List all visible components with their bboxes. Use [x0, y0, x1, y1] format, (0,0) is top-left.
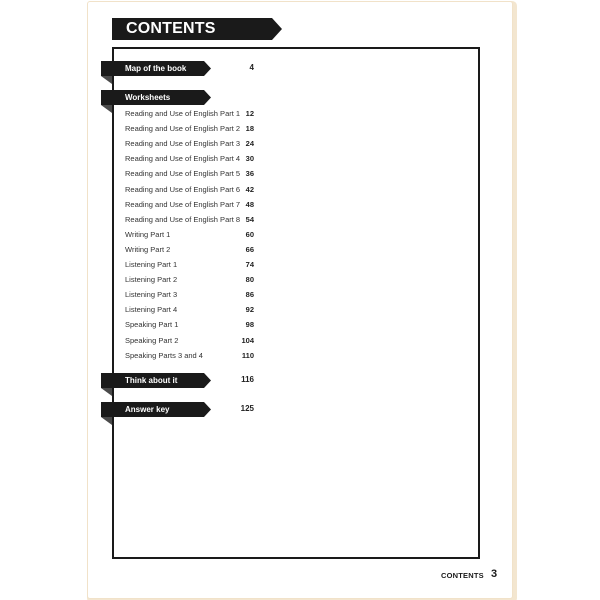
worksheet-item-label[interactable]: Reading and Use of English Part 7	[125, 199, 241, 209]
worksheet-item-page: 24	[245, 139, 254, 149]
worksheet-item-label[interactable]: Speaking Part 2	[125, 335, 179, 345]
section-page-map: 4	[249, 63, 254, 72]
worksheet-item-label[interactable]: Listening Part 2	[125, 275, 178, 285]
worksheet-item-page: 104	[241, 335, 254, 345]
section-label-think[interactable]: Think about it	[125, 376, 178, 385]
worksheet-item-label[interactable]: Reading and Use of English Part 6	[125, 184, 241, 194]
worksheet-item-page: 54	[245, 214, 254, 224]
worksheet-item-label[interactable]: Reading and Use of English Part 5	[125, 169, 241, 179]
worksheet-item-page: 60	[245, 229, 254, 239]
footer-label: CONTENTS	[441, 571, 484, 580]
worksheet-item-page: 12	[245, 109, 254, 118]
worksheet-item-page: 36	[245, 169, 254, 179]
section-page-think: 116	[241, 375, 254, 384]
worksheet-item-page: 110	[241, 350, 254, 360]
worksheet-item-page: 48	[245, 199, 254, 209]
worksheet-item-label[interactable]: Reading and Use of English Part 8	[125, 214, 241, 224]
section-label-map[interactable]: Map of the book	[125, 64, 187, 73]
worksheet-item-label[interactable]: Reading and Use of English Part 2	[125, 124, 241, 134]
page-title: CONTENTS	[126, 20, 216, 37]
worksheet-item-label[interactable]: Listening Part 3	[125, 290, 178, 300]
worksheet-item-label[interactable]: Writing Part 1	[125, 229, 171, 239]
section-page-answers: 125	[240, 404, 254, 413]
worksheet-item-label[interactable]: Writing Part 2	[125, 244, 171, 254]
worksheet-item-page: 74	[245, 260, 254, 269]
worksheet-item-label[interactable]: Reading and Use of English Part 4	[125, 154, 241, 164]
worksheet-item-page: 42	[245, 184, 254, 194]
worksheet-item-label[interactable]: Speaking Parts 3 and 4	[125, 350, 203, 360]
worksheet-item-label[interactable]: Listening Part 4	[125, 305, 178, 315]
worksheet-item-page: 92	[245, 305, 254, 315]
page-number: 3	[491, 568, 498, 580]
section-label-answers[interactable]: Answer key	[125, 405, 170, 414]
worksheet-item-page: 66	[245, 244, 254, 254]
worksheet-item-label[interactable]: Reading and Use of English Part 1	[125, 109, 241, 118]
worksheet-item-label[interactable]: Speaking Part 1	[125, 320, 179, 330]
worksheet-item-page: 30	[245, 154, 254, 164]
worksheet-item-page: 18	[245, 124, 254, 134]
worksheet-item-page: 86	[245, 290, 254, 300]
worksheet-item-label[interactable]: Reading and Use of English Part 3	[125, 139, 241, 149]
worksheet-item-page: 80	[245, 275, 254, 285]
section-label-worksheets[interactable]: Worksheets	[125, 93, 171, 102]
worksheet-item-page: 98	[245, 320, 254, 330]
worksheet-item-label[interactable]: Listening Part 1	[125, 260, 178, 269]
